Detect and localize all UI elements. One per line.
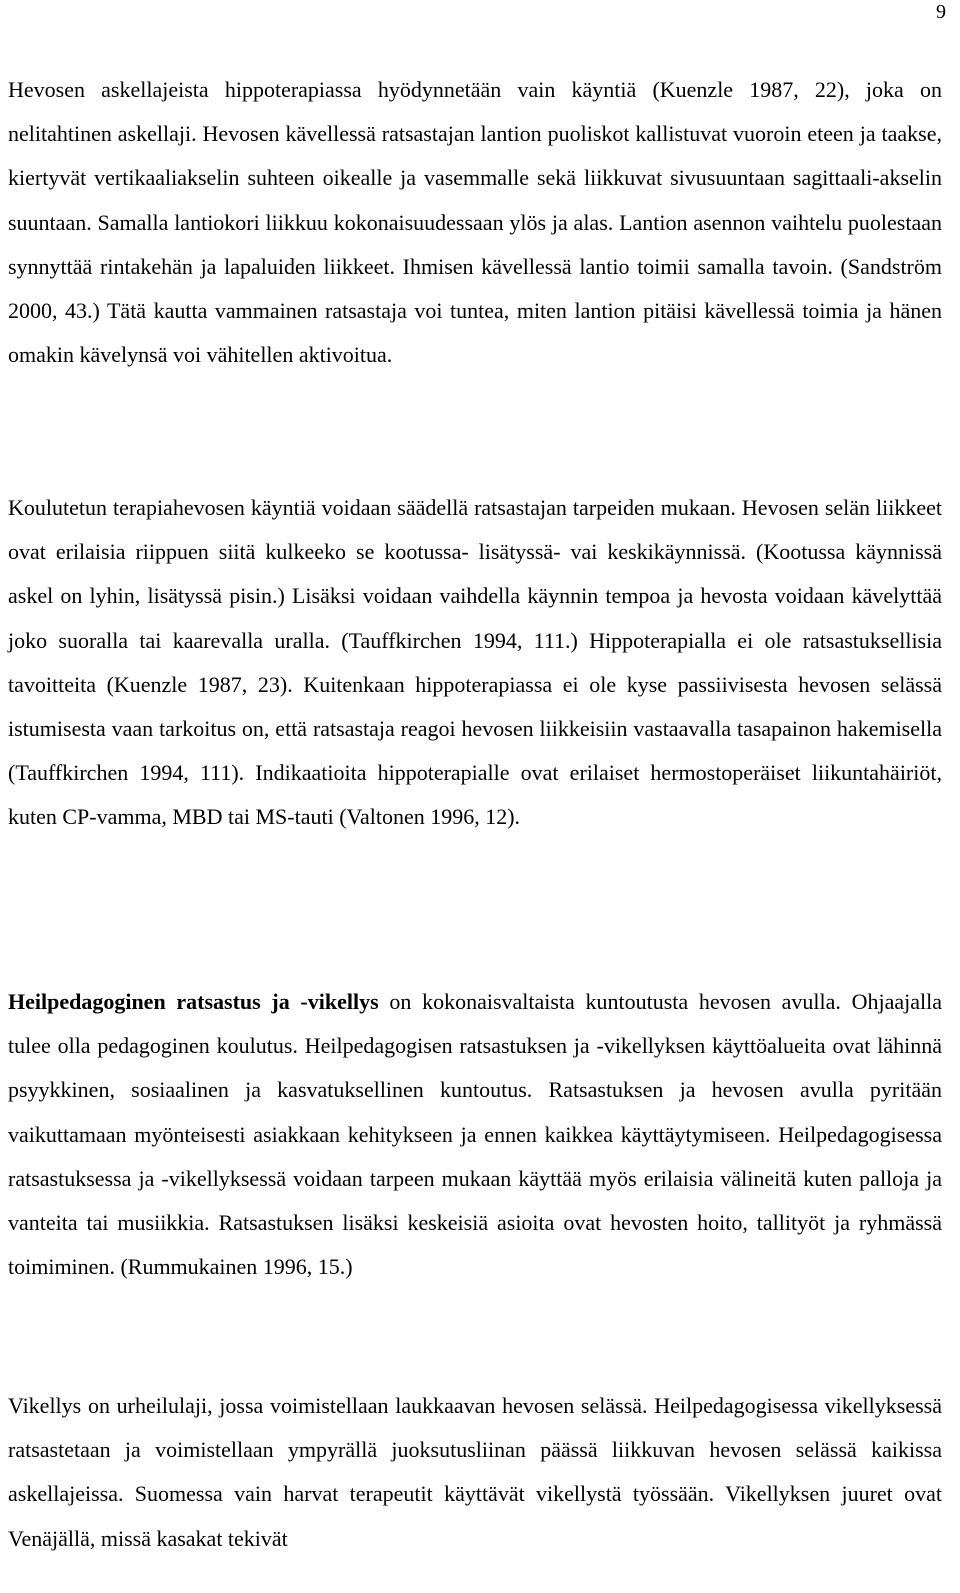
paragraph-text: [8, 980, 942, 1289]
bold-term: Heilpedagoginen ratsastus ja -vikellys: [8, 989, 379, 1014]
paragraph-text: Vikellys on urheilulaji, jossa voimistellaan laukkaavan hevosen selässä. Heilpedagogisessa vikellyksessä ratsastetaan ja voimistellaan ympyrällä juoksutusliinan päässä liikkuvan hevosen selässä kaikissa askellajeissa. Suomessa vain harvat terapeutit käyttävät vikellystä työssään. Vikellyksen juuret ovat Venäjällä, missä kasakat tekivät: [8, 1393, 942, 1551]
paragraph-therapy-horse-walk: [8, 486, 942, 840]
paragraph-vaulting: [8, 1384, 942, 1561]
paragraph-hippotherapy-gait: [8, 68, 942, 377]
paragraph-continuation: on kokonaisvaltaista kuntoutusta hevosen avulla. Ohjaajalla tulee olla pedagoginen koulutus. Heilpedagogisen ratsastuksen ja -vikellyksen käyttöalueita ovat lähinnä psyykkinen, sosiaalinen ja kasvatuksellinen kuntoutus. Ratsastuksen ja hevosen avulla pyritään vaikuttamaan myönteisesti asiakkaan kehitykseen ja ennen kaikkea käyttäytymiseen. Heilpedagogisessa ratsastuksessa ja -vikellyksessä voidaan tarpeen mukaan käyttää myös erilaisia välineitä kuten palloja ja vanteita tai musiikkia. Ratsastuksen lisäksi keskeisiä asioita ovat hevosten hoito, tallityöt ja ryhmässä toimiminen. (Rummukainen 1996, 15.): [8, 989, 942, 1280]
paragraph-text: Koulutetun terapiahevosen käyntiä voidaan säädellä ratsastajan tarpeiden mukaan. Hevosen selän liikkeet ovat erilaisia riippuen siitä kulkeeko se kootussa- lisätyssä- vai keskikäynnissä. (Kootussa käynnissä askel on lyhin, lisätyssä pisin.) Lisäksi voidaan vaihdella käynnin tempoa ja hevosta voidaan kävelyttää joko suoralla tai kaarevalla uralla. (Tauffkirchen 1994, 111.) Hippoterapialla ei ole ratsastuksellisia tavoitteita (Kuenzle 1987, 23). Kuitenkaan hippoterapiassa ei ole kyse passiivisesta hevosen selässä istumisesta vaan tarkoitus on, että ratsastaja reagoi hevosen liikkeisiin vastaavalla tasapainon hakemisella (Tauffkirchen 1994, 111). Indikaatioita hippoterapialle ovat erilaiset hermostoperäiset liikuntahäiriöt, kuten CP-vamma, MBD tai MS-tauti (Valtonen 1996, 12).: [8, 495, 942, 830]
paragraph-remedial-riding: [8, 980, 942, 1289]
page-number: 9: [936, 1, 946, 23]
paragraph-text: Hevosen askellajeista hippoterapiassa hyödynnetään vain käyntiä (Kuenzle 1987, 22), joka on nelitahtinen askellaji. Hevosen kävellessä ratsastajan lantion puoliskot kallistuvat vuoroin eteen ja taakse, kiertyvät vertikaaliakselin suhteen oikealle ja vasemmalle sekä liikkuvat sivusuuntaan sagittaali-akselin suuntaan. Samalla lantiokori liikkuu kokonaisuudessaan ylös ja alas. Lantion asennon vaihtelu puolestaan synnyttää rintakehän ja lapaluiden liikkeet. Ihmisen kävellessä lantio toimii samalla tavoin. (Sandström 2000, 43.) Tätä kautta vammainen ratsastaja voi tuntea, miten lantion pitäisi kävellessä toimia ja hänen omakin kävelynsä voi vähitellen aktivoitua.: [8, 77, 942, 368]
